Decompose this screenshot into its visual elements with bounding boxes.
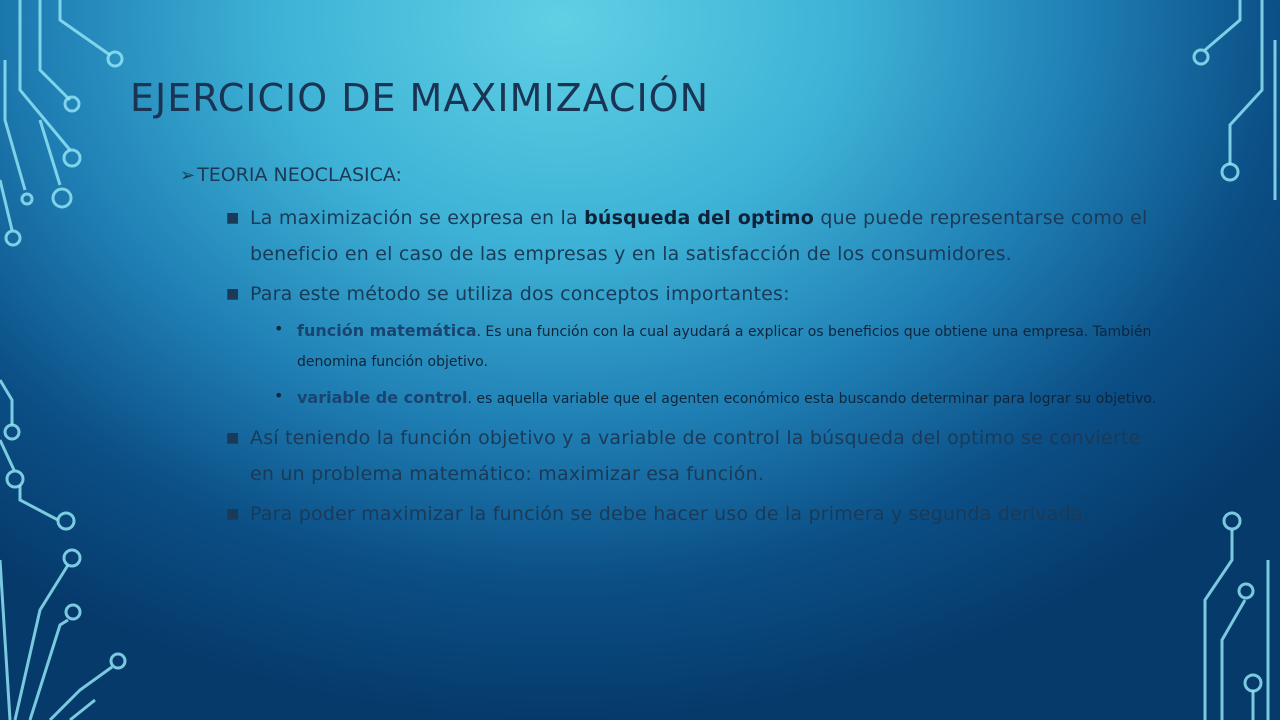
slide-content xyxy=(180,164,1160,536)
square-bullet-icon: ■ xyxy=(226,210,240,226)
sub-bullet-text: . es aquella variable que el agenten económico esta buscando determinar para lograr su objetivo. xyxy=(467,391,1157,407)
sub-bullet-item xyxy=(180,383,1160,414)
sub-bullet-term: variable de control xyxy=(297,388,468,407)
sub-bullet-text: . Es una función con la cual ayudará a explicar os beneficios que obtiene una empresa. También denomina función objetivo. xyxy=(297,324,1152,370)
bullet-item xyxy=(180,200,1160,272)
square-bullet-icon: ■ xyxy=(226,506,240,522)
bullet-text: La maximización se expresa en la xyxy=(250,207,585,229)
arrow-bullet-icon: ➢ xyxy=(180,165,196,186)
bullet-text: Para este método se utiliza dos conceptos importantes: xyxy=(250,283,790,305)
section-heading-text: TEORIA NEOCLASICA: xyxy=(197,164,402,186)
dot-bullet-icon: • xyxy=(274,386,284,405)
slide-title: EJERCICIO DE MAXIMIZACIÓN xyxy=(130,76,710,120)
square-bullet-icon: ■ xyxy=(226,286,240,302)
sub-bullet-item xyxy=(180,316,1160,377)
square-bullet-icon: ■ xyxy=(226,430,240,446)
bullet-bold-text: búsqueda del optimo xyxy=(584,207,815,229)
bullet-text: que puede representarse como el beneficio en el caso de las empresas y en la satisfacción de los consumidores. xyxy=(250,207,1148,265)
bullet-text: Para poder maximizar la función se debe hacer uso de la primera y segunda derivada. xyxy=(250,503,1089,525)
bullet-text: Así teniendo la función objetivo y a variable de control la búsqueda del optimo se convierte en un problema matemático: maximizar esa función. xyxy=(250,427,1141,485)
section-heading xyxy=(180,164,1160,186)
bullet-item xyxy=(180,496,1160,532)
bullet-item xyxy=(180,420,1160,492)
sub-bullet-term: función matemática xyxy=(297,321,477,340)
bullet-item xyxy=(180,276,1160,312)
dot-bullet-icon: • xyxy=(274,319,284,338)
